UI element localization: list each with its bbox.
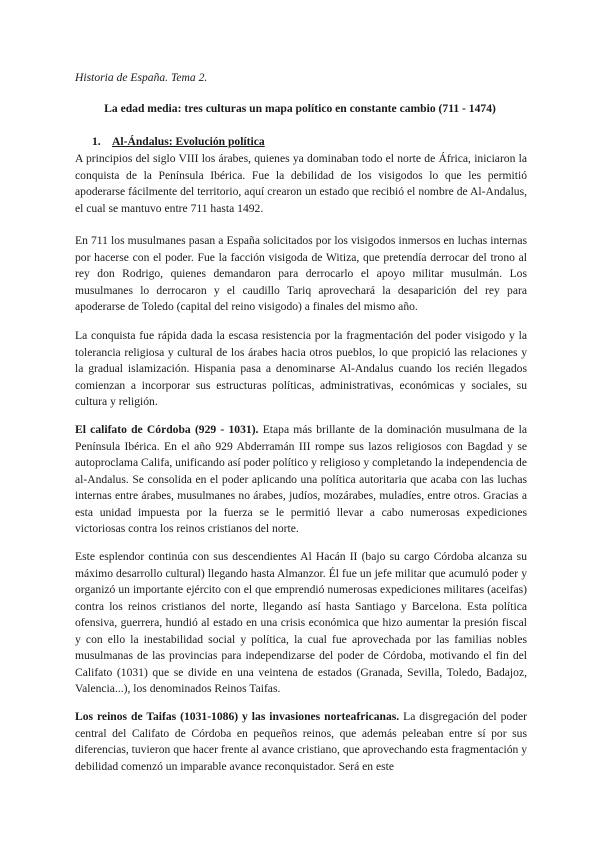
paragraph-esplendor: Este esplendor continúa con sus descendientes Al Hacán II (bajo su cargo Córdoba alcanza su máximo desarrollo cultural) llegando hasta Almanzor. Él fue un jefe militar que acumuló poder y organizó un importante ejército con el que emprendió numerosas expediciones militares (aceifas) contra los reinos cristianos del norte, llegando así hasta Santiago y Barcelona. Esta política ofensiva, guerrera, hundió al estado en una crisis económica que hizo aumentar la presión fiscal y con ello la inestabilidad social y política, la cual fue aprovechada por las familias nobles musulmanas de las provincias para independizarse del poder de Córdoba, motivando el fin del Califato (1031) que se divide en una veintena de estados (Granada, Sevilla, Toledo, Badajoz, Valencia...), los denominados Reinos Taifas. — [75, 550, 527, 695]
paragraph-taifas-body: La disgregación del poder central del Califato de Córdoba en pequeños reinos, que además peleaban entre sí por sus diferencias, tuvieron que hacer frente al avance cristiano, que aprovechando esta fragmentación y debilidad comenzó un imparable avance reconquistador. Será en este — [75, 710, 528, 773]
section-heading-text: Al-Ándalus: Evolución política — [112, 135, 265, 148]
paragraph-taifas — [75, 709, 527, 775]
paragraph-conquest-intro: A principios del siglo VIII los árabes, quienes ya dominaban todo el norte de África, iniciaron la conquista de la Península Ibérica. Fue la debilidad de los visigodos lo que les permitió apoderarse fácilmente del territorio, aquí crearon un estado que recibió el nombre de Al-Andalus, el cual se mantuvo entre 711 hasta 1492. — [75, 152, 527, 215]
paragraph-711-arrival: En 711 los musulmanes pasan a España solicitados por los visigodos inmersos en luchas internas por hacerse con el poder. Fue la facción visigoda de Witiza, que pretendía derrocar del trono al rey don Rodrigo, quienes demandaron para derrocarlo el apoyo militar musulmán. Los musulmanes lo derrocaron y el caudillo Tariq aprovechará la desaparición del rey para apoderarse de Toledo (capital del reino visigodo) a finales del mismo año. — [75, 234, 527, 313]
course-header: Historia de España. Tema 2. — [75, 71, 208, 84]
paragraph-rapid-conquest: La conquista fue rápida dada la escasa resistencia por la fragmentación del poder visigodo y la tolerancia religiosa y cultural de los árabes hacia otros pueblos, lo que propició las relaciones y la gradual islamización. Hispania pasa a denominarse Al-Andalus cuando los recién llegados comienzan a incorporar sus estructuras políticas, administrativas, económicas y sociales, su cultura y religión. — [75, 329, 527, 408]
section-heading — [92, 134, 265, 151]
paragraph-califato — [75, 422, 527, 538]
section-number: 1. — [92, 135, 101, 148]
paragraph-taifas-lead: Los reinos de Taifas (1031-1086) y las invasiones norteafricanas. — [75, 710, 400, 723]
document-title: La edad media: tres culturas un mapa político en constante cambio (711 - 1474) — [104, 102, 496, 115]
paragraph-califato-lead: El califato de Córdoba (929 - 1031). — [75, 423, 259, 436]
paragraph-califato-body: Etapa más brillante de la dominación musulmana de la Península Ibérica. En el año 929 Abderramán III rompe sus lazos religiosos con Bagdad y se autoproclama Califa, unificando así poder político y religioso y completando la independencia de al-Andalus. Se consolida en el poder aplicando una política autoritaria que acaba con las luchas internas entre árabes, musulmanes no árabes, judíos, mozárabes, muladíes, entre otros. Gracias a esta unidad impuesta por la fuerza se le permitió llevar a cabo numerosas expediciones victoriosas contra los reinos cristianos del norte. — [75, 423, 527, 535]
